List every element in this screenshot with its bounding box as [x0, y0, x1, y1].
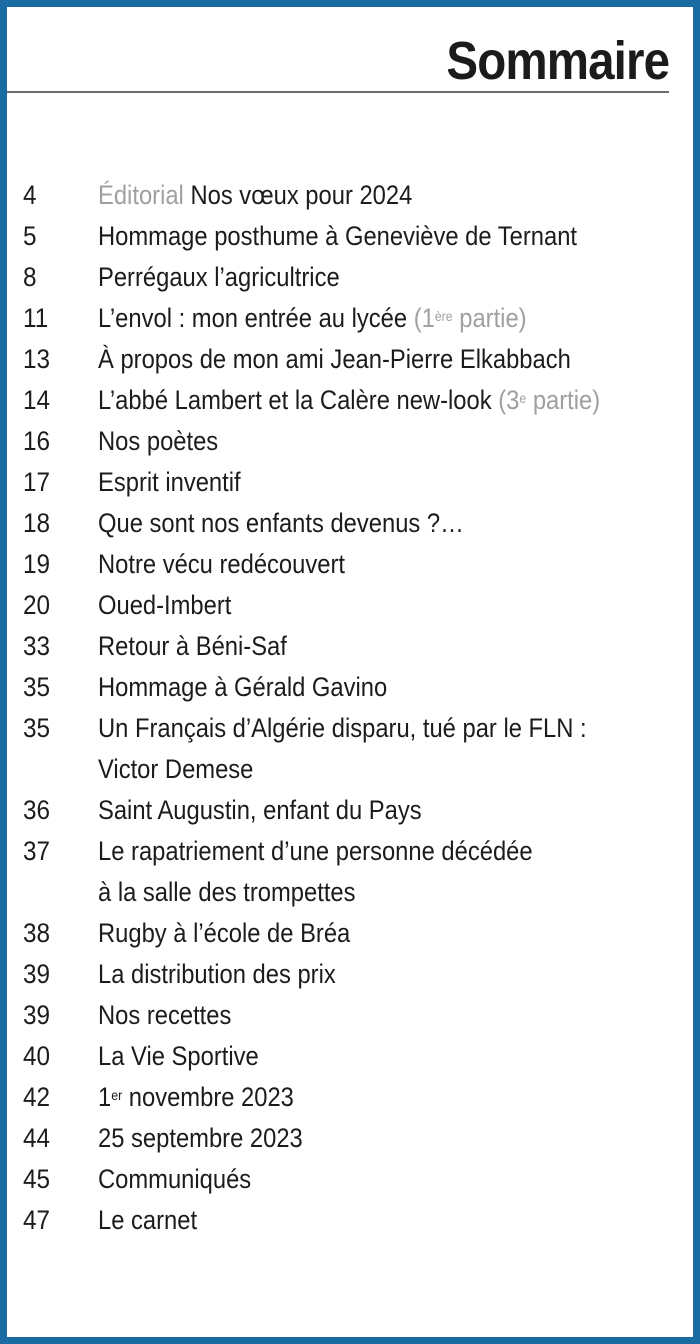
entry-title: Nos recettes — [98, 1000, 232, 1030]
toc-entry[interactable] — [23, 462, 693, 503]
entry-title: L’abbé Lambert et la Calère new-look — [98, 385, 492, 415]
toc-entry[interactable] — [23, 790, 693, 831]
entry-title: Esprit inventif — [98, 467, 241, 497]
entry-title: Hommage à Gérald Gavino — [98, 672, 388, 702]
entry-title: Perrégaux l’agricultrice — [98, 262, 340, 292]
section-label: Éditorial — [98, 180, 184, 210]
page-number: 45 — [23, 1164, 51, 1194]
entry-title: 25 septembre 2023 — [98, 1123, 303, 1153]
entry-title: Communiqués — [98, 1164, 252, 1194]
toc-entry[interactable] — [23, 626, 693, 667]
toc-entry[interactable] — [23, 421, 693, 462]
toc-entry[interactable] — [23, 995, 693, 1036]
entry-title: À propos de mon ami Jean-Pierre Elkabbach — [98, 344, 571, 374]
page-number: 14 — [23, 385, 51, 415]
toc-entry[interactable] — [23, 1200, 693, 1241]
page-number: 16 — [23, 426, 51, 456]
toc-entry[interactable] — [23, 380, 693, 421]
table-of-contents — [23, 175, 693, 1241]
page-number: 42 — [23, 1082, 51, 1112]
page-number: 37 — [23, 836, 51, 866]
page-number: 40 — [23, 1041, 51, 1071]
toc-entry[interactable] — [23, 1036, 693, 1077]
toc-entry[interactable] — [23, 954, 693, 995]
toc-entry[interactable] — [23, 585, 693, 626]
entry-title: La Vie Sportive — [98, 1041, 259, 1071]
page-number: 35 — [23, 672, 51, 702]
toc-entry[interactable] — [23, 1077, 693, 1118]
page-title: Sommaire — [446, 31, 669, 91]
toc-entry[interactable] — [23, 216, 693, 257]
entry-title: Notre vécu redécouvert — [98, 549, 345, 579]
entry-title: Nos vœux pour 2024 — [190, 180, 413, 210]
page-number: 47 — [23, 1205, 51, 1235]
page-number: 20 — [23, 590, 51, 620]
page-number: 33 — [23, 631, 51, 661]
title-divider — [7, 91, 669, 93]
toc-entry[interactable] — [23, 503, 693, 544]
page-number: 44 — [23, 1123, 51, 1153]
toc-entry[interactable] — [23, 1159, 693, 1200]
toc-entry[interactable] — [23, 175, 693, 216]
entry-title: Nos poètes — [98, 426, 219, 456]
entry-title: Que sont nos enfants devenus ?… — [98, 508, 464, 538]
part-note: (1ère partie) — [413, 303, 527, 333]
entry-title: Oued-Imbert — [98, 590, 232, 620]
page-number: 11 — [23, 303, 49, 333]
entry-title-continued: Victor Demese — [98, 754, 254, 784]
page-number: 36 — [23, 795, 51, 825]
toc-entry[interactable] — [23, 913, 693, 954]
toc-entry[interactable] — [23, 544, 693, 585]
toc-entry[interactable] — [23, 708, 693, 790]
entry-title-continued: à la salle des trompettes — [98, 877, 356, 907]
entry-title: Rugby à l’école de Bréa — [98, 918, 351, 948]
page-number: 5 — [23, 221, 37, 251]
page-number: 13 — [23, 344, 51, 374]
entry-title: 1er novembre 2023 — [98, 1082, 294, 1112]
page-number: 8 — [23, 262, 37, 292]
page-number: 4 — [23, 180, 37, 210]
toc-entry[interactable] — [23, 667, 693, 708]
page-number: 35 — [23, 713, 51, 743]
page-number: 38 — [23, 918, 51, 948]
page-number: 18 — [23, 508, 51, 538]
entry-title: Hommage posthume à Geneviève de Ternant — [98, 221, 578, 251]
part-note: (3e partie) — [498, 385, 601, 415]
toc-entry[interactable] — [23, 257, 693, 298]
entry-title: Le carnet — [98, 1205, 198, 1235]
toc-entry[interactable] — [23, 1118, 693, 1159]
entry-title: Un Français d’Algérie disparu, tué par le FLN : — [98, 713, 587, 743]
toc-entry[interactable] — [23, 339, 693, 380]
toc-entry[interactable] — [23, 298, 693, 339]
page-number: 39 — [23, 1000, 51, 1030]
entry-title: Retour à Béni-Saf — [98, 631, 287, 661]
page-number: 39 — [23, 959, 51, 989]
entry-title: Le rapatriement d’une personne décédée — [98, 836, 533, 866]
entry-title: L’envol : mon entrée au lycée — [98, 303, 408, 333]
page-number: 19 — [23, 549, 51, 579]
page-number: 17 — [23, 467, 51, 497]
page-frame — [7, 7, 693, 1337]
toc-entry[interactable] — [23, 831, 693, 913]
entry-title: Saint Augustin, enfant du Pays — [98, 795, 422, 825]
entry-title: La distribution des prix — [98, 959, 336, 989]
